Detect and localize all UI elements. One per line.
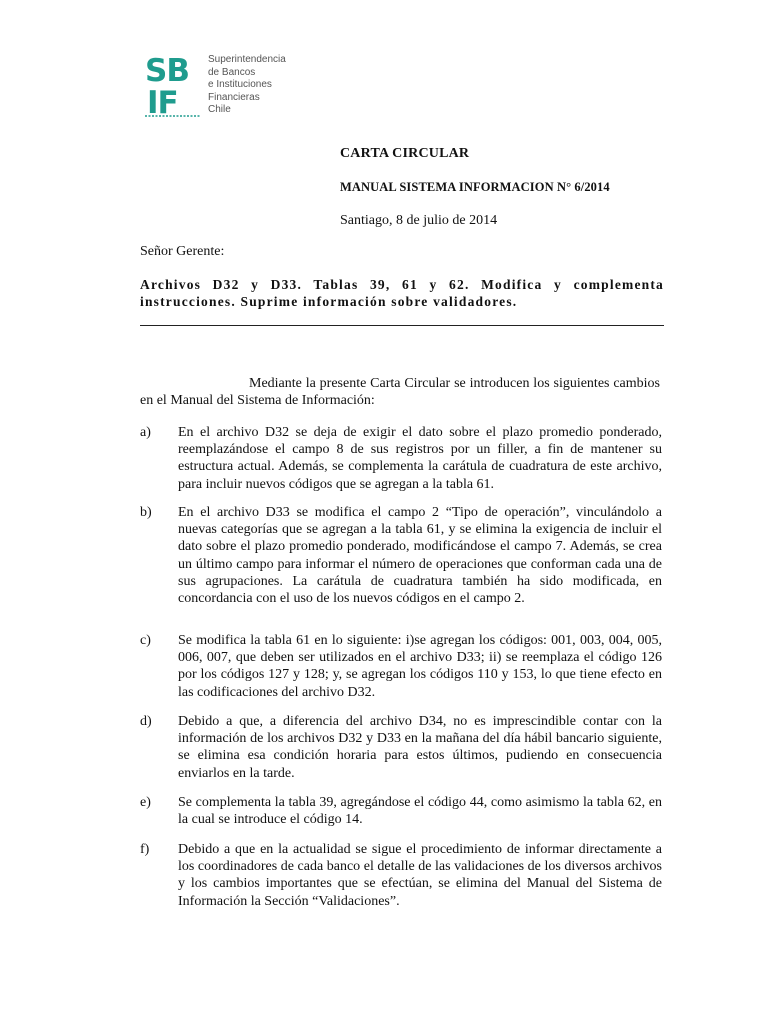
- divider: [140, 325, 664, 326]
- list-item-text: Se modifica la tabla 61 en lo siguiente: i)se agregan los códigos: 001, 003, 004, 005, 006, 007, que deben ser utilizados en el archivo D33; ii) se reemplaza el código 126 por los códigos 127 y 128; y, se agregan los códigos 110 y 153, lo que tiene efecto en las codificaciones del archivo D32.: [178, 633, 662, 700]
- list-item-text: En el archivo D33 se modifica el campo 2 “Tipo de operación”, vinculándolo a nuevas categorías que se agregan a la tabla 61, y se elimina la exigencia de incluir el dato sobre el plazo promedio ponderado, modificándose el campo 7. Además, se crea un último campo para informar el número de operaciones que conforman cada una de sus agrupaciones. La carátula de cuadratura también ha sido modificada, en concordancia con el uso de los nuevos códigos en el campo 2.: [178, 505, 662, 607]
- list-item-marker: d): [140, 714, 152, 729]
- sbif-logo: [144, 52, 284, 122]
- salutation: Señor Gerente:: [140, 244, 225, 259]
- list-item: [140, 841, 662, 910]
- logo-abbr-top: SB: [145, 53, 189, 89]
- logo-line: Superintendencia: [208, 54, 286, 65]
- sbif-logo-mark: [144, 52, 204, 118]
- list-item: [140, 632, 662, 701]
- document-date: Santiago, 8 de julio de 2014: [340, 213, 498, 228]
- manual-reference: MANUAL SISTEMA INFORMACION N° 6/2014: [340, 180, 610, 194]
- list-item-marker: b): [140, 505, 152, 520]
- list-item-marker: f): [140, 842, 150, 857]
- list-item: [140, 794, 662, 828]
- list-item-marker: c): [140, 633, 151, 648]
- intro-paragraph: Mediante la presente Carta Circular se introducen los siguientes cambios en el Manual del Sistema de Información:: [140, 376, 660, 408]
- list-item-text: Debido a que, a diferencia del archivo D34, no es imprescindible contar con la información de los archivos D32 y D33 en la mañana del día hábil bancario siguiente, se elimina esa condición horaria para estos últimos, pudiendo en consecuencia enviarlos en la tarde.: [178, 714, 662, 781]
- logo-line: Financieras: [208, 91, 260, 103]
- list-item-marker: e): [140, 795, 151, 810]
- logo-line: de Bancos: [208, 66, 256, 78]
- list-item: [140, 713, 662, 782]
- subject-line: Archivos D32 y D33. Tablas 39, 61 y 62. Modifica y complementa instrucciones. Suprime información sobre validadores.: [140, 277, 664, 309]
- list-item-marker: a): [140, 425, 151, 440]
- list-item: [140, 424, 662, 493]
- list-item-text: Se complementa la tabla 39, agregándose el código 44, como asimismo la tabla 62, en la cual se introduce el código 14.: [178, 795, 662, 828]
- logo-line: Chile: [208, 104, 231, 115]
- logo-line: e Instituciones: [208, 79, 272, 90]
- list-item-text: Debido a que en la actualidad se sigue el procedimiento de informar directamente a los coordinadores de cada banco el detalle de las validaciones de los diversos archivos y los cambios importantes que se efectúan, se elimina del Manual del Sistema de Información la Sección “Validaciones”.: [178, 842, 662, 909]
- list-item-text: En el archivo D32 se deja de exigir el dato sobre el plazo promedio ponderado, reemplazándose el campo 8 de sus registros por un filler, a fin de mantener su estructura actual. Además, se complementa la carátula de cuadratura de este archivo, para incluir nuevos códigos que se agregan a la tabla 61.: [178, 425, 662, 492]
- logo-institution-name: [208, 54, 286, 117]
- logo-abbr-bottom: IF: [147, 85, 178, 118]
- list-item: [140, 504, 662, 607]
- document-title: CARTA CIRCULAR: [340, 146, 470, 161]
